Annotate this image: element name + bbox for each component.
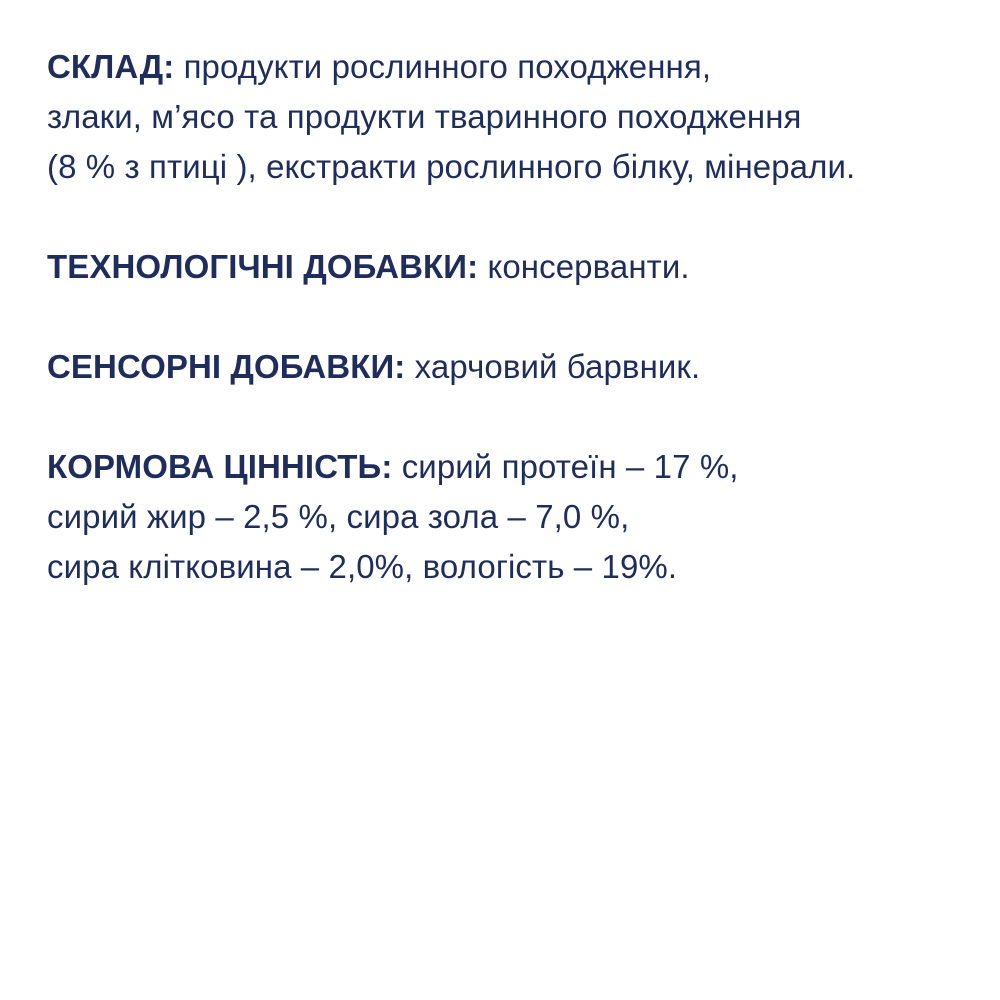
- technological-additives-label: ТЕХНОЛОГІЧНІ ДОБАВКИ:: [47, 248, 479, 285]
- sensory-additives-section: [47, 342, 977, 392]
- technological-additives-text: консерванти.: [478, 248, 690, 285]
- sensory-additives-label: СЕНСОРНІ ДОБАВКИ:: [47, 348, 406, 385]
- nutritional-value-text-3: сира клітковина – 2,0%, вологість – 19%.: [47, 548, 678, 585]
- nutritional-value-section: [47, 442, 977, 592]
- composition-text-3: (8 % з птиці ), екстракти рослинного білку, мінерали.: [47, 148, 856, 185]
- composition-section: [47, 42, 977, 192]
- nutritional-value-label: КОРМОВА ЦІННІСТЬ:: [47, 448, 393, 485]
- nutritional-value-line-1: [47, 442, 977, 492]
- sensory-additives-text: харчовий барвник.: [405, 348, 701, 385]
- composition-line-1: [47, 42, 977, 92]
- nutritional-value-text-2: сирий жир – 2,5 %, сира зола – 7,0 %,: [47, 498, 630, 535]
- nutritional-value-text-1: сирий протеїн – 17 %,: [392, 448, 739, 485]
- composition-text-1: продукти рослинного походження,: [174, 48, 712, 85]
- composition-text-2: злаки, м’ясо та продукти тваринного походження: [47, 98, 802, 135]
- sensory-additives-line: [47, 342, 977, 392]
- technological-additives-section: [47, 242, 977, 292]
- composition-label: СКЛАД:: [47, 48, 175, 85]
- product-label-text: [47, 42, 977, 642]
- technological-additives-line: [47, 242, 977, 292]
